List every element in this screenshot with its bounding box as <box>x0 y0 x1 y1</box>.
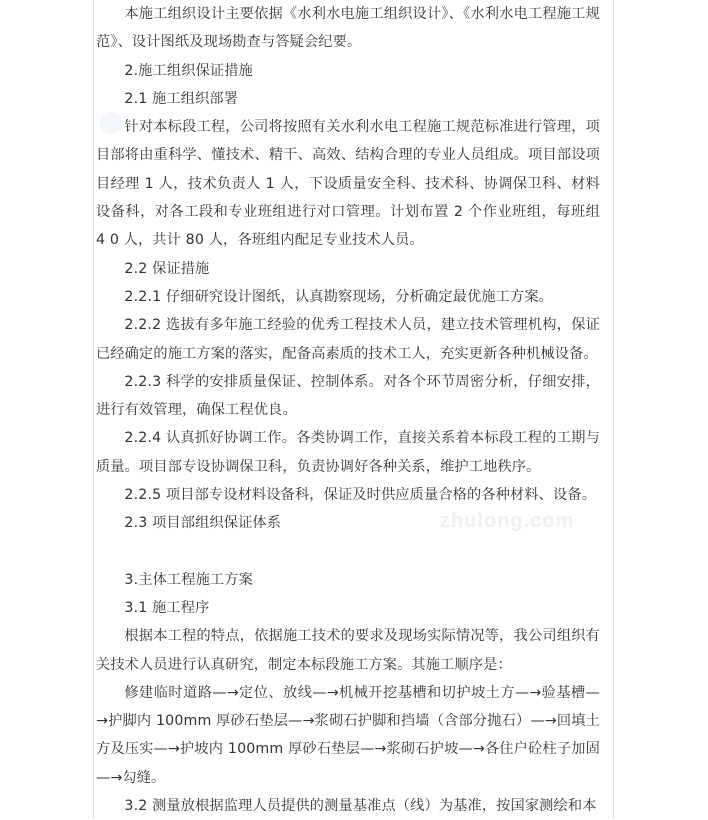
paragraph-2-2-1: 2.2.1 仔细研究设计图纸，认真勘察现场，分析确定最优施工方案。 <box>124 288 554 305</box>
blank-line <box>96 538 600 566</box>
paragraph-3-2-survey: 3.2 测量放根据监理人员提供的测量基准点（线）为基准，按国家测绘和本 <box>124 798 597 815</box>
left-margin-line <box>93 0 94 818</box>
watermark-text: zhulong.com <box>440 510 575 532</box>
paragraph-2-2-5: 2.2.5 项目部专设材料设备科，保证及时供应质量合格的各种材料、设备。 <box>124 487 597 504</box>
paragraph-basis: 本施工组织设计主要依据《水利水电施工组织设计》、《水利水电工程施工规范》、设计图纸及现场勘查与答疑会纪要。 <box>96 6 600 51</box>
paragraph-3-1-intro: 根据本工程的特点，依据施工技术的要求及现场实际情况等，我公司组织有关技术人员进行认真研究，制定本标段施工方案。其施工顺序是： <box>96 628 600 673</box>
paragraph-organization: 针对本标段工程，公司将按照有关水利水电工程施工规范标准进行管理，项目部将由重科学、懂技术、精干、高效、结构合理的专业人员组成。项目部设项目经理 1 人，技术负责人 1 人，下设质量安全科、技术科、协调保卫科、材料设备科，对各工段和专业班组进行对口管理。计划布置 2 个作业班组，每班组 4 0 人，共计 80 人，各班组内配足专业技术人员。 <box>96 119 600 249</box>
paragraph-2-2-2: 2.2.2 选拔有多年施工经验的优秀工程技术人员，建立技术管理机构，保证已经确定的施工方案的落实，配备高素质的技术工人，充实更新各种机械设备。 <box>96 317 600 362</box>
heading-section-2-2: 2.2 保证措施 <box>124 260 210 277</box>
paragraph-2-2-3: 2.2.3 科学的安排质量保证、控制体系。对各个环节周密分析，仔细安排，进行有效管理，确保工程优良。 <box>96 373 600 419</box>
heading-section-3-1: 3.1 施工程序 <box>124 599 210 616</box>
paragraph-2-2-4: 2.2.4 认真抓好协调工作。各类协调工作，直接关系着本标段工程的工期与质量。项目部专设协调保卫科，负责协调好各种关系，维护工地秩序。 <box>96 430 600 475</box>
article-body <box>96 0 600 820</box>
right-margin-line <box>613 0 614 818</box>
heading-section-2-1: 2.1 施工组织部署 <box>124 90 239 107</box>
heading-section-2: 2.施工组织保证措施 <box>124 62 253 79</box>
heading-section-2-3: 2.3 项目部组织保证体系 <box>124 515 282 532</box>
paragraph-construction-sequence: 修建临时道路—→定位、放线—→机械开挖基槽和切护坡土方—→验基槽—→护脚内 100mm 厚砂石垫层—→浆砌石护脚和挡墙（含部分抛石）—→回填土方及压实—→护坡内 100mm 厚砂石垫层—→浆砌石护坡—→各住户砼柱子加固—→勾缝。 <box>96 684 600 786</box>
heading-section-3: 3.主体工程施工方案 <box>124 571 253 588</box>
